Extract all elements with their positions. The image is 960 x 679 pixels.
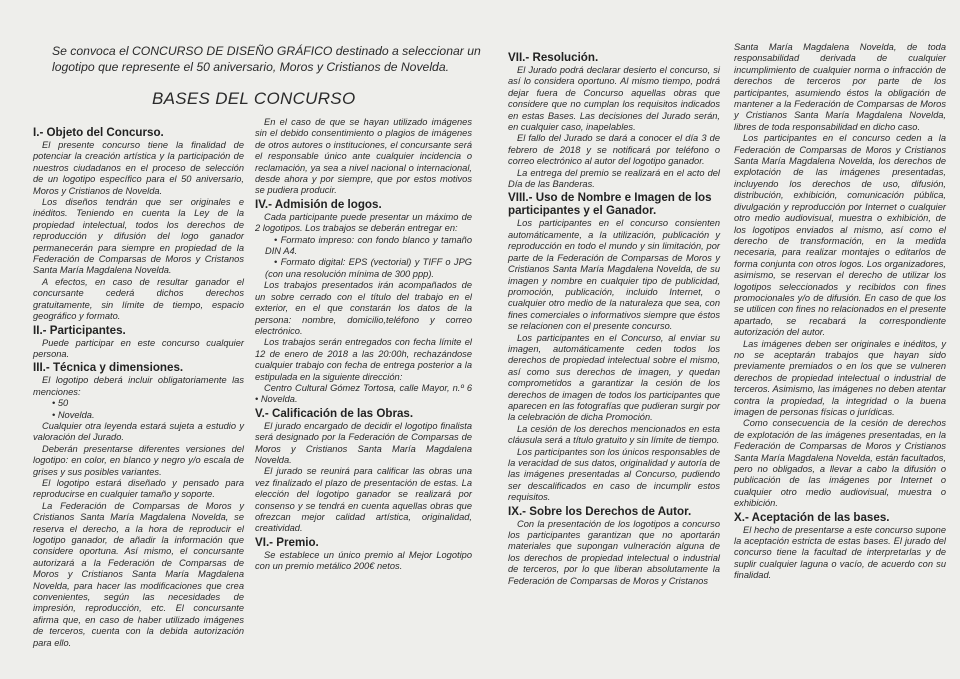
section-heading: I.- Objeto del Concurso. (33, 126, 164, 139)
paragraph: El jurado encargado de decidir el logotipo finalista será designado por la Federación de Comparsas de Moros y Cristianos Santa María Magdalena Novelda. (255, 420, 472, 465)
column-1 (33, 125, 244, 649)
paragraph: El hecho de presentarse a este concurso supone la aceptación estricta de estas bases. El jurado del concurso tiene la facultad de interpretarlas y de suplir cualquier laguna o vacío, de acuerdo con su finalidad. (734, 524, 946, 581)
paragraph: Deberán presentarse diferentes versiones del logotipo: en color, en blanco y negro y/o escala de grises y sus posibles variantes. (33, 443, 244, 477)
paragraph: La entrega del premio se realizará en el acto del Día de las Banderas. (508, 167, 720, 190)
column-4 (734, 42, 946, 582)
column-2 (255, 117, 472, 573)
paragraph: Cada participante puede presentar un máximo de 2 logotipos. Los trabajos se deberán entregar en: (255, 211, 472, 234)
paragraph: La cesión de los derechos mencionados en esta cláusula será a título gratuito y sin límite de tiempo. (508, 423, 720, 446)
paragraph: Como consecuencia de la cesión de derechos de explotación de las imágenes presentadas, en la Federación de Comparsas de Moros y Cristianos Santa María Magdalena Novelda, están facultados, pero no obligados, a llevar a cabo la difusión o publicación de las imágenes por Internet o cualquier otro medio audiovisual, muestra o exhibición. (734, 418, 946, 509)
paragraph: El presente concurso tiene la finalidad de potenciar la creación artística y la participación de nuestros ciudadanos en el proceso de selección de un logotipo específico para el 50 aniversario, Moros y Cristianos de Novelda. (33, 140, 244, 196)
paragraph: Santa María Magdalena Novelda, de toda responsabilidad derivada de cualquier incumplimiento de cualquier norma o infracción de derechos de terceros por parte de los participantes, asumiendo éstos la obligación de mantener a la Federación de Comparsas de Moros y Cristianos Santa María Magdalena Novelda, libres de toda responsabilidad en dicho caso. (734, 42, 946, 132)
paragraph: Los participantes en el Concurso, al enviar su imagen, automáticamente ceden todos los derechos de propiedad intelectual sobre el mismo, así como sus derechos de imagen, y quedan comprometidos a garantizar la cesión de los derechos de imagen de todos los participantes que aparecen en las fotografías que pudieran surgir por la celebración de dicha Promoción. (508, 332, 720, 423)
paragraph: El logotipo estará diseñado y pensado para reproducirse en cualquier tamaño y soporte. (33, 477, 244, 500)
paragraph: Puede participar en este concurso cualquier persona. (33, 337, 244, 359)
paragraph: Con la presentación de los logotipos a concurso los participantes garantizan que no aportarán materiales que supongan vulneración alguna de los derechos de propiedad intelectual o industrial de terceros, por lo que liberan absolutamente la Federación de Comparsas de Moros y Cristanos (508, 518, 720, 586)
paragraph: Cualquier otra leyenda estará sujeta a estudio y valoración del Jurado. (33, 420, 244, 443)
paragraph: Los participantes en el concurso consienten automáticamente, a la utilización, publicación y reproducción en todo el mundo y sin limitación, por parte de la Federación de Comparsas de Moros y Cristianos Santa María Magdalena Novelda, de su imagen y nombre en cualquier tipo de publicidad, promoción, publicación, incluido Internet, o cualquier otro medio de la naturaleza que sea, con fines comerciales o informativos siempre que éstos se relacionen con el presente concurso. (508, 218, 720, 332)
section-heading: VII.- Resolución. (508, 51, 599, 64)
paragraph: Los participantes son los únicos responsables de la veracidad de sus datos, originalidad y autoría de las imágenes presentadas al Concurso, pudiendo ser descalificados en caso de incumplir estos requisitos. (508, 446, 720, 503)
column-3 (508, 50, 720, 587)
paragraph: En el caso de que se hayan utilizado imágenes sin el debido consentimiento o plagios de imágenes de otros autores o instituciones, el concursante será el responsable único ante cualquier incidencia o reclamación, ya sea a nivel nacional o internacional, desde ahora y por siempre, que por estos motivos se pudiera producir. (255, 117, 472, 196)
section-heading: VIII.- Uso de Nombre e Imagen de los participantes y el Ganador. (508, 191, 712, 218)
paragraph: El Jurado podrá declarar desierto el concurso, si así lo considera oportuno. Al mismo tiempo, podrá dejar fuera de Concurso aquellas obras que considere que no cumplan los requisitos indicados en estas Bases. Las decisiones del Jurado serán, en cualquier caso, inapelables. (508, 65, 720, 133)
list-item: • Formato digital: EPS (vectorial) y TIFF o JPG (con una resolución mínima de 300 ppp). (265, 257, 472, 279)
paragraph: Los diseños tendrán que ser originales e inéditos. Teniendo en cuenta la Ley de la propiedad intelectual, todos los derechos de reproducción y difusión del logo ganador permanecerán para siempre en propiedad de la Federación de Comparsas de Moros y Cristanos Santa María Magdalena Novelda. (33, 197, 244, 276)
paragraph: El fallo del Jurado se dará a conocer el día 3 de febrero de 2018 y se notificará por teléfono o correo electrónico al autor del logotipo ganador. (508, 133, 720, 167)
section-heading: VI.- Premio. (255, 535, 319, 549)
section-heading: IX.- Sobre los Derechos de Autor. (508, 504, 692, 518)
list-item: • 50 (52, 398, 69, 409)
page-title: BASES DEL CONCURSO (152, 89, 356, 108)
paragraph: Los participantes en el concurso ceden a la Federación de Comparsas de Moros y Cristianos Santa María Magdalena Novelda, los derechos de explotación de las imágenes presentadas, incluyendo los derechos de uso, difusión, distribución, exhibición, comunicación pública, divulgación y reproducción por Internet o cualquier otro medio audiovisual, muestra o exhibición, de los logotipos enviados al mismo, así como el derecho de transformación, en la medida necesaria, para realizar montajes o editarlos de forma conjunta con otros logos. Los organizadores, asimismo, se reservan el derecho de utilizar los logotipos seleccionados y recibidos con fines promocionales y/o de difusión. En caso de que los se utilicen con fines no relacionados en el presente apartado, se recabará la correspondiente autorización del autor. (734, 133, 946, 338)
intro-text: Se convoca el CONCURSO DE DISEÑO GRÁFICO destinado a seleccionar un logotipo que represente el 50 aniversario, Moros y Cristianos de Novelda. (52, 44, 481, 74)
paragraph: El jurado se reunirá para calificar las obras una vez finalizado el plazo de presentación de estas. La elección del logotipo ganador se realizará por consenso y se tendrá en cuenta aquellas obras que ofrezcan mejor calidad artística, originalidad, creatividad. (255, 466, 472, 534)
section-heading: V.- Calificación de las Obras. (255, 406, 414, 420)
section-heading: III.- Técnica y dimensiones. (33, 361, 184, 375)
section-heading: X.- Aceptación de las bases. (734, 510, 890, 524)
list-item: • Novelda. (52, 409, 95, 420)
paragraph: Se establece un único premio al Mejor Logotipo con un premio metálico 200€ netos. (255, 549, 472, 572)
paragraph: Los trabajos serán entregados con fecha límite el 12 de enero de 2018 a las 20:00h, rechazándose cualquier trabajo con fecha de entrega posterior a la estipulada en la siguiente dirección: (255, 337, 472, 382)
list-item: • Formato impreso: con fondo blanco y tamaño DIN A4. (265, 234, 472, 257)
section-heading: II.- Participantes. (33, 323, 126, 337)
paragraph: El logotipo deberá incluir obligatoriamente las menciones: (33, 375, 244, 397)
paragraph: La Federación de Comparsas de Moros y Cristianos Santa María Magdalena Novelda, se reserva el derecho, a la hora de reproducir el logotipo ganador, de añadir la información que considere oportuna. Así mismo, el concursante autorizará a la Federación de Comparsas de Moros y Cristianos Santa María Magdalena Novelda, para hacer las modificaciones que crea convenientes, según las necesidades de impresión, reproducción, etc. El concursante afirma que, en caso de haber utilizado imágenes de terceros, cuenta con la debida autorización para ello. (33, 500, 244, 648)
paragraph: Los trabajos presentados irán acompañados de un sobre cerrado con el título del trabajo en el exterior, en el que constarán los datos de la persona: nombre, domicilio,teléfono y correo electrónico. (255, 280, 472, 336)
paragraph: Centro Cultural Gómez Tortosa, calle Mayor, n.º 6 • Novelda. (255, 382, 472, 405)
paragraph: A efectos, en caso de resultar ganador el concursante cederá dichos derechos gratuitamente, sin límite de tiempo, espacio geográfico y formato. (33, 276, 244, 322)
paragraph: Las imágenes deben ser originales e inéditos, y no se aceptarán trabajos que hayan sido previamente premiados o en los que se vulneren derechos de propiedad intelectual o industrial de terceros. Asimismo, las imágenes no deben atentar contra la propiedad, la integridad o la buena imagen de personas físicas o jurídicas. (734, 338, 946, 417)
section-heading: IV.- Admisión de logos. (255, 197, 382, 211)
